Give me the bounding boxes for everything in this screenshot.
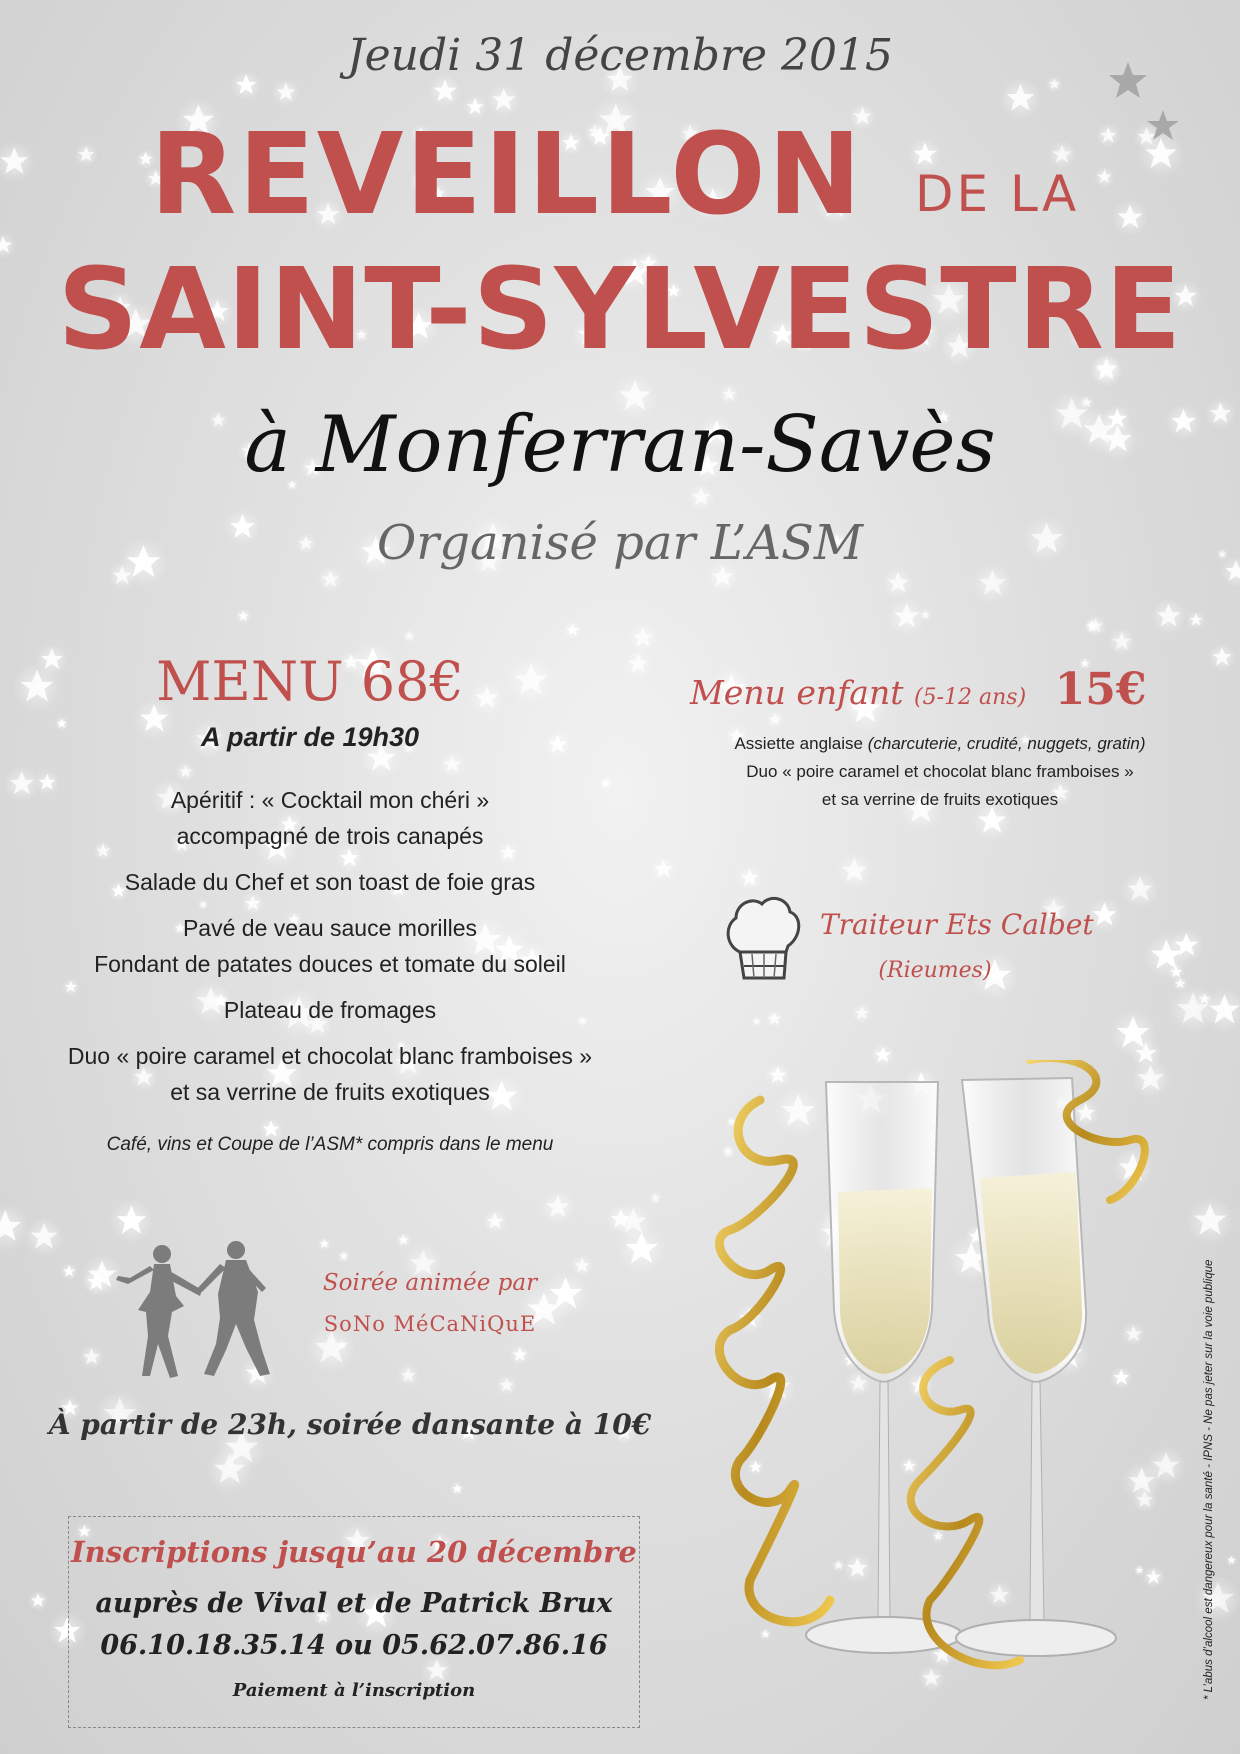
kids-menu-dish-detail: (charcuterie, crudité, nuggets, gratin)	[867, 734, 1146, 753]
title-reveillon: REVEILLON	[150, 110, 864, 240]
menu-item: Pavé de veau sauce morilles	[182, 915, 478, 941]
menu-items	[40, 782, 620, 1120]
registration-contacts: auprès de Vival et de Patrick Brux	[95, 1588, 613, 1619]
menu-note: Café, vins et Coupe de l’ASM* compris dans le menu	[106, 1134, 554, 1155]
title-de-la: DE LA	[915, 165, 1080, 223]
chef-hat-icon	[722, 890, 804, 990]
menu-title: MENU 68€	[156, 650, 464, 713]
kids-menu-line	[660, 730, 1220, 758]
menu-item: Plateau de fromages	[223, 997, 437, 1023]
menu-start-time: A partir de 19h30	[200, 722, 420, 752]
menu-course-dessert	[40, 1038, 620, 1110]
legal-notice	[1185, 1080, 1215, 1700]
kids-menu-line: et sa verrine de fruits exotiques	[821, 790, 1059, 809]
caterer-town: (Rieumes)	[878, 958, 992, 983]
event-date: Jeudi 31 décembre 2015	[346, 30, 894, 81]
menu-item: Fondant de patates douces et tomate du soleil	[94, 951, 566, 977]
caterer-name: Traiteur Ets Calbet	[820, 908, 1094, 941]
menu-course-starter	[40, 864, 620, 900]
registration-payment: Paiement à l’inscription	[232, 1680, 476, 1701]
kids-menu-heading	[690, 664, 1147, 715]
menu-item: Duo « poire caramel et chocolat blanc framboises »	[67, 1043, 593, 1069]
dancing-couple-icon	[110, 1240, 290, 1380]
kids-menu-age: (5-12 ans)	[914, 685, 1027, 710]
entertainment-label: Soirée animée par	[322, 1270, 538, 1296]
title-saint-sylvestre: SAINT-SYLVESTRE	[57, 245, 1183, 375]
menu-course-cheese	[40, 992, 620, 1028]
menu-item: et sa verrine de fruits exotiques	[170, 1079, 490, 1105]
menu-item: Salade du Chef et son toast de foie gras	[124, 869, 536, 895]
kids-menu-items	[660, 730, 1220, 814]
dance-evening-info: À partir de 23h, soirée dansante à 10€	[48, 1408, 652, 1441]
kids-menu-dish: Assiette anglaise	[734, 734, 868, 753]
menu-course-aperitif	[40, 782, 620, 854]
kids-menu-price: 15€	[1054, 664, 1147, 715]
champagne-glasses-image	[700, 1060, 1170, 1740]
menu-course-main	[40, 910, 620, 982]
event-organizer: Organisé par L’ASM	[376, 515, 864, 571]
registration-phones: 06.10.18.35.14 ou 05.62.07.86.16	[100, 1630, 608, 1661]
menu-item: Apéritif : « Cocktail mon chéri »	[170, 787, 490, 813]
band-name: SoNo MéCaNiQuE	[323, 1312, 537, 1336]
kids-menu-line: Duo « poire caramel et chocolat blanc framboises »	[746, 762, 1134, 781]
menu-item: accompagné de trois canapés	[176, 823, 484, 849]
kids-menu-title: Menu enfant	[690, 673, 904, 712]
registration-deadline: Inscriptions jusqu’au 20 décembre	[71, 1535, 637, 1569]
legal-notice-text: * L’abus d’alcool est dangereux pour la santé - IPNS - Ne pas jeter sur la voie publique	[1203, 1259, 1215, 1700]
event-location: à Monferran-Savès	[244, 400, 996, 490]
